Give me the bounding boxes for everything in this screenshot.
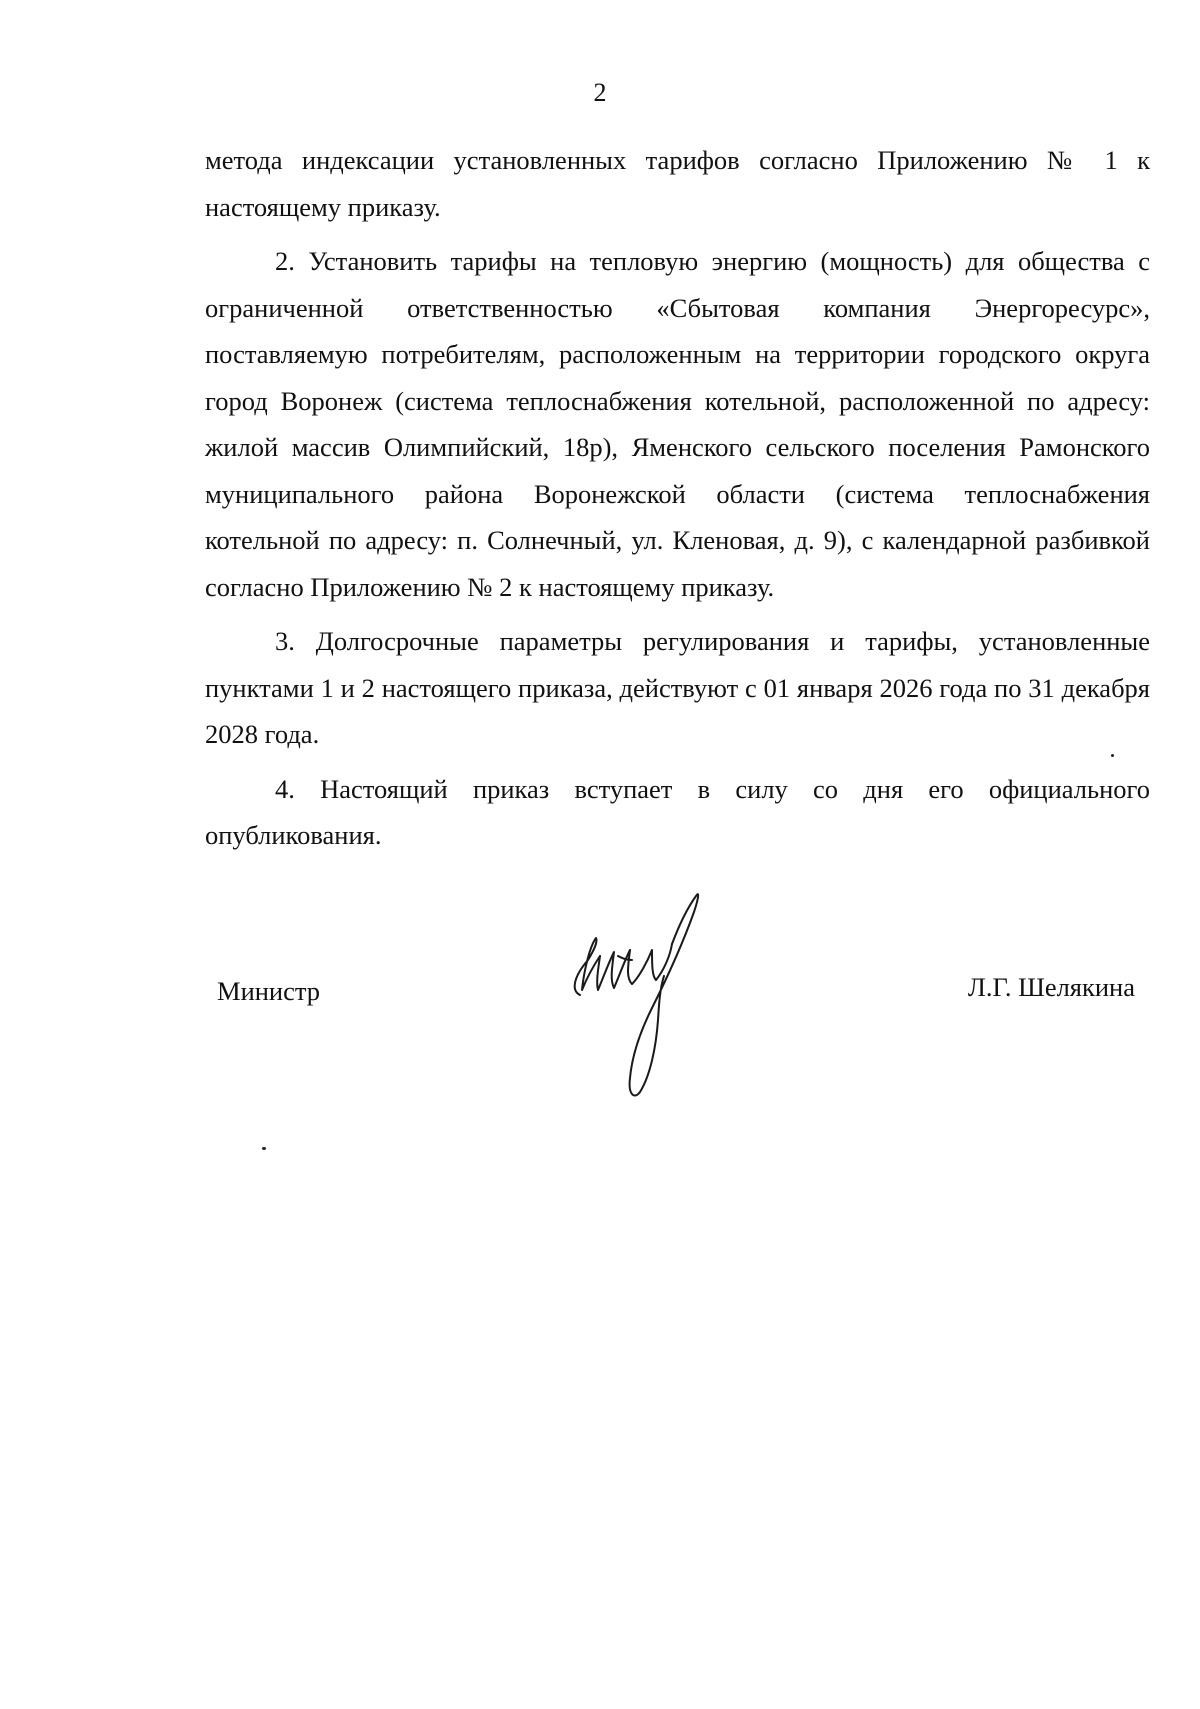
- paragraph-item-2: 2. Установить тарифы на тепловую энергию (мощность) для общества с ограниченной ответственностью «Сбытовая компания Энергоресурс», поставляемую потребителям, расположенным на территории городского округа город Воронеж (система теплоснабжения котельной, расположенной по адресу: жилой массив Олимпийский, 18р), Яменского сельского поселения Рамонского муниципального района Воронежской области (система теплоснабжения котельной по адресу: п. Солнечный, ул. Кленовая, д. 9), с календарной разбивкой согласно Приложению № 2 к настоящему приказу.: [205, 246, 1150, 602]
- signatory-title: Министр: [217, 976, 321, 1006]
- scan-speck: [1111, 754, 1114, 757]
- signatory-name: Л.Г. Шелякина: [967, 972, 1135, 1002]
- handwritten-signature: [560, 880, 740, 1110]
- paragraph-item-3: 3. Долгосрочные параметры регулирования и тарифы, установленные пунктами 1 и 2 настоящего приказа, действуют с 01 января 2026 года по 31 декабря 2028 года.: [205, 626, 1150, 749]
- paragraph-item-4: 4. Настоящий приказ вступает в силу со дня его официального опубликования.: [205, 773, 1150, 850]
- document-body: [205, 137, 1150, 867]
- paragraph-continuation: метода индексации установленных тарифов согласно Приложению № 1 к настоящему приказу.: [205, 145, 1150, 222]
- page-number: 2: [593, 78, 607, 107]
- scan-speck: [262, 1147, 266, 1150]
